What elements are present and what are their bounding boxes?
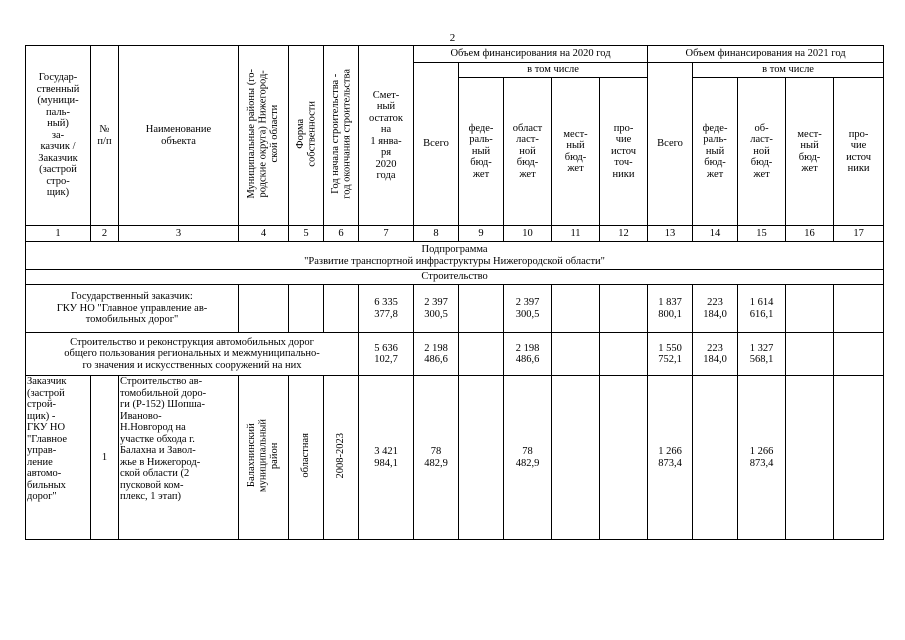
text-line: бюд- xyxy=(564,151,587,163)
text-line: 377,8 xyxy=(374,308,398,320)
text-line: 482,9 xyxy=(515,457,540,469)
cell xyxy=(786,285,834,333)
cell xyxy=(324,285,359,333)
column-number: 16 xyxy=(786,226,834,242)
text-line: (застрой xyxy=(27,387,65,399)
text-line: ники xyxy=(612,168,635,180)
cell xyxy=(834,376,884,540)
object-reg-2021 xyxy=(738,376,786,540)
group-fed-2021 xyxy=(693,333,738,376)
state-customer-row xyxy=(26,285,884,333)
text-line: 873,4 xyxy=(749,457,774,469)
column-number: 1 xyxy=(26,226,91,242)
text-line: чие xyxy=(615,134,632,146)
text-line: 984,1 xyxy=(374,457,398,469)
text-line: 486,6 xyxy=(515,354,540,365)
text-line: участке обхода г. xyxy=(120,433,195,445)
cell xyxy=(786,376,834,540)
cell xyxy=(786,333,834,376)
column-number: 5 xyxy=(289,226,324,242)
text-line: щик) - xyxy=(27,410,56,422)
cell xyxy=(552,285,600,333)
text-line: жет xyxy=(706,168,724,180)
text-line: раль- xyxy=(469,134,493,146)
text-line: ный xyxy=(566,140,585,151)
text-line: родские округа) Нижегород- xyxy=(257,70,269,198)
text-line: Заказчик xyxy=(38,152,78,164)
text-line: ный) xyxy=(47,118,69,130)
text-line: Форма xyxy=(294,118,306,149)
text-line: Заказчик xyxy=(27,376,67,387)
text-line: источ xyxy=(846,151,872,163)
text-line: строй- xyxy=(27,399,56,410)
text-line: ники xyxy=(847,163,870,174)
text-line: бильных xyxy=(27,479,66,491)
text-line: 1 614 xyxy=(749,297,774,308)
text-line: жет xyxy=(801,163,818,174)
text-line: район xyxy=(269,442,281,469)
text-line: 6 335 xyxy=(374,297,398,308)
text-line: томобильных дорог" xyxy=(85,314,179,326)
text-line: 2 397 xyxy=(515,297,540,308)
text-line: 1 837 xyxy=(658,297,682,308)
header-object xyxy=(119,46,239,226)
header-fin-2020: Объем финансирования на 2020 год xyxy=(414,46,648,63)
cell xyxy=(834,285,884,333)
text-line: Иваново- xyxy=(120,410,162,422)
text-line: го значения и искусственных сооружений на них xyxy=(82,359,302,371)
text-line: 482,9 xyxy=(424,457,448,469)
column-number: 6 xyxy=(324,226,359,242)
object-ownership: областная xyxy=(289,376,324,540)
text-line: плекс, 1 этап) xyxy=(120,491,182,502)
header-reg-2021 xyxy=(738,78,786,226)
text-line: 1 550 xyxy=(658,342,682,354)
state-remainder xyxy=(359,285,414,333)
text-line: на xyxy=(380,124,392,135)
text-line: управ- xyxy=(27,445,57,456)
header-num xyxy=(91,46,119,226)
text-line: 752,1 xyxy=(658,354,682,365)
cell xyxy=(552,333,600,376)
text-line: ги (Р-152) Шопша- xyxy=(120,399,205,410)
text-line: 616,1 xyxy=(749,308,774,320)
group-total-2021 xyxy=(648,333,693,376)
text-line: жет xyxy=(472,168,490,180)
subprogram-title xyxy=(26,242,884,270)
object-remainder xyxy=(359,376,414,540)
text-line: 2 198 xyxy=(424,342,448,354)
text-line: казчик / xyxy=(40,141,76,153)
text-line: паль- xyxy=(46,106,70,118)
text-line: Государ- xyxy=(38,72,78,84)
text-line: раль- xyxy=(703,134,727,146)
text-line: стро- xyxy=(46,175,70,187)
group-reg-2021 xyxy=(738,333,786,376)
object-total-2021 xyxy=(648,376,693,540)
state-total-2021 xyxy=(648,285,693,333)
text-line: собственности xyxy=(306,100,317,167)
text-line: Год начала строительства - xyxy=(329,73,341,194)
text-line: ный xyxy=(705,145,725,157)
text-line: 223 xyxy=(707,297,723,308)
header-including-2021: в том числе xyxy=(693,63,884,78)
object-name xyxy=(119,376,239,540)
construction-group-row xyxy=(26,333,884,376)
text-line: Н.Новгород на xyxy=(120,422,186,433)
header-fed-2021 xyxy=(693,78,738,226)
cell xyxy=(239,285,289,333)
text-line: "Развитие транспортной инфраструктуры Нижегородской области" xyxy=(304,255,605,267)
text-line: ственный xyxy=(36,83,80,95)
text-line: Наименование xyxy=(145,124,212,135)
text-line: ный xyxy=(376,101,396,112)
state-total-2020 xyxy=(414,285,459,333)
section-row xyxy=(26,270,884,285)
text-line: год окончания строительства xyxy=(341,68,352,199)
text-line: пусковой ком- xyxy=(120,479,184,491)
object-years: 2008-2023 xyxy=(324,376,359,540)
column-number: 4 xyxy=(239,226,289,242)
text-line: 1 266 xyxy=(749,446,774,457)
cell xyxy=(600,285,648,333)
text-line: 2 198 xyxy=(515,342,540,354)
header-customer xyxy=(26,46,91,226)
cell xyxy=(289,285,324,333)
header-including-2020: в том числе xyxy=(459,63,648,78)
text-line: ГКУ НО xyxy=(27,422,66,433)
text-line: ной xyxy=(519,145,536,157)
text-line: года xyxy=(376,170,396,181)
text-line: 800,1 xyxy=(658,308,682,320)
text-line: об- xyxy=(754,122,769,134)
text-line: мест- xyxy=(797,128,822,140)
text-line: 223 xyxy=(707,342,723,354)
text-line: объекта xyxy=(161,135,196,147)
text-line: (застрой xyxy=(39,164,77,176)
text-line: ление xyxy=(27,456,53,468)
column-number: 14 xyxy=(693,226,738,242)
text-line: 1 327 xyxy=(749,342,774,354)
column-number: 17 xyxy=(834,226,884,242)
text-line: за- xyxy=(51,129,65,141)
header-years xyxy=(324,46,359,226)
text-line: бюд- xyxy=(750,157,773,169)
text-line: Смет- xyxy=(372,89,400,101)
text-line: про- xyxy=(848,128,869,140)
text-line: остаток xyxy=(368,112,404,124)
text-line: Балахна и Завол- xyxy=(120,445,196,456)
text-line: 300,5 xyxy=(515,308,540,320)
text-line: № xyxy=(99,124,110,135)
text-line: феде- xyxy=(702,122,728,134)
text-line: 78 xyxy=(430,446,442,457)
text-line: точ- xyxy=(614,157,633,169)
text-line: жет xyxy=(519,168,536,180)
text-line: жет xyxy=(567,163,584,174)
cell xyxy=(600,333,648,376)
cell xyxy=(600,376,648,540)
text-line: ласт- xyxy=(516,134,539,146)
text-line: жье в Нижегород- xyxy=(120,456,201,468)
text-line: 78 xyxy=(522,446,533,457)
text-line: Государственный заказчик: xyxy=(71,291,193,303)
construction-group-name xyxy=(26,333,359,376)
header-fin-2021: Объем финансирования на 2021 год xyxy=(648,46,884,63)
cell xyxy=(693,376,738,540)
text-line: 5 636 xyxy=(374,342,398,354)
subprogram-row xyxy=(26,242,884,270)
cell xyxy=(459,333,504,376)
column-number: 12 xyxy=(600,226,648,242)
header-oth-2020 xyxy=(600,78,648,226)
group-reg-2020 xyxy=(504,333,552,376)
text-line: ской области xyxy=(269,104,281,163)
text-line: автомо- xyxy=(27,468,62,479)
text-line: Строительство и реконструкция автомобильных дорог xyxy=(70,336,314,348)
text-line: 102,7 xyxy=(374,354,398,365)
column-number-row xyxy=(26,226,884,242)
header-row-1 xyxy=(26,46,884,63)
text-line: феде- xyxy=(468,122,494,134)
text-line: 184,0 xyxy=(703,308,727,320)
header-oth-2021 xyxy=(834,78,884,226)
column-number: 8 xyxy=(414,226,459,242)
text-line: бюд- xyxy=(704,157,726,169)
state-reg-2020 xyxy=(504,285,552,333)
text-line: (муници- xyxy=(37,95,79,107)
text-line: Подпрограмма xyxy=(421,244,488,255)
column-number: 15 xyxy=(738,226,786,242)
text-line: ный xyxy=(800,140,819,151)
text-line: 2020 xyxy=(375,158,397,170)
header-loc-2020 xyxy=(552,78,600,226)
cell xyxy=(459,285,504,333)
group-remainder xyxy=(359,333,414,376)
object-customer xyxy=(26,376,91,540)
object-total-2020 xyxy=(414,376,459,540)
text-line: бюд- xyxy=(470,157,492,169)
text-line: бюд- xyxy=(516,157,539,169)
object-reg-2020 xyxy=(504,376,552,540)
text-line: ря xyxy=(380,147,392,158)
text-line: чие xyxy=(850,140,867,151)
text-line: мест- xyxy=(563,128,588,140)
column-number: 7 xyxy=(359,226,414,242)
text-line: област xyxy=(512,122,543,134)
text-line: про- xyxy=(613,122,634,134)
column-number: 13 xyxy=(648,226,693,242)
text-line: источ xyxy=(611,145,637,157)
section-title: Строительство xyxy=(26,270,884,285)
group-total-2020 xyxy=(414,333,459,376)
text-line: 300,5 xyxy=(424,308,448,320)
column-number: 10 xyxy=(504,226,552,242)
text-line: общего пользования региональных и межмуниципально- xyxy=(64,348,320,360)
header-reg-2020 xyxy=(504,78,552,226)
text-line: 568,1 xyxy=(749,354,774,365)
column-number: 3 xyxy=(119,226,239,242)
text-line: Муниципальные районы (го- xyxy=(246,68,258,199)
column-number: 9 xyxy=(459,226,504,242)
text-line: томобильной доро- xyxy=(120,387,207,399)
column-number: 2 xyxy=(91,226,119,242)
financing-table xyxy=(25,45,884,540)
text-line: 184,0 xyxy=(703,354,727,365)
object-num: 1 xyxy=(91,376,119,540)
state-fed-2021 xyxy=(693,285,738,333)
header-total-2020: Всего xyxy=(414,63,459,226)
object-row xyxy=(26,376,884,540)
text-line: жет xyxy=(753,168,770,180)
object-district xyxy=(239,376,289,540)
column-number: 11 xyxy=(552,226,600,242)
text-line: ной xyxy=(753,145,770,157)
text-line: муниципальный xyxy=(257,419,269,493)
header-total-2021: Всего xyxy=(648,63,693,226)
header-ownership xyxy=(289,46,324,226)
text-line: Строительство ав- xyxy=(120,376,203,387)
text-line: щик) xyxy=(46,187,70,199)
header-district xyxy=(239,46,289,226)
cell xyxy=(834,333,884,376)
text-line: 873,4 xyxy=(658,457,682,469)
text-line: 486,6 xyxy=(424,354,448,365)
text-line: ГКУ НО "Главное управление ав- xyxy=(56,302,208,314)
text-line: 1 266 xyxy=(658,446,682,457)
text-line: ласт- xyxy=(750,134,773,146)
text-line: "Главное xyxy=(27,433,68,445)
text-line: 2 397 xyxy=(424,297,448,308)
header-fed-2020 xyxy=(459,78,504,226)
text-line: 1 янва- xyxy=(370,135,402,147)
state-customer-name xyxy=(26,285,239,333)
text-line: ный xyxy=(471,145,491,157)
text-line: Балахнинский xyxy=(246,423,258,488)
text-line: дорог" xyxy=(27,491,57,502)
cell xyxy=(552,376,600,540)
text-line: ской области (2 xyxy=(120,468,190,479)
text-line: бюд- xyxy=(798,151,821,163)
header-remainder xyxy=(359,46,414,226)
text-line: 3 421 xyxy=(374,446,398,457)
header-loc-2021 xyxy=(786,78,834,226)
state-reg-2021 xyxy=(738,285,786,333)
cell xyxy=(459,376,504,540)
text-line: п/п xyxy=(97,135,112,147)
page-number: 2 xyxy=(449,32,456,44)
